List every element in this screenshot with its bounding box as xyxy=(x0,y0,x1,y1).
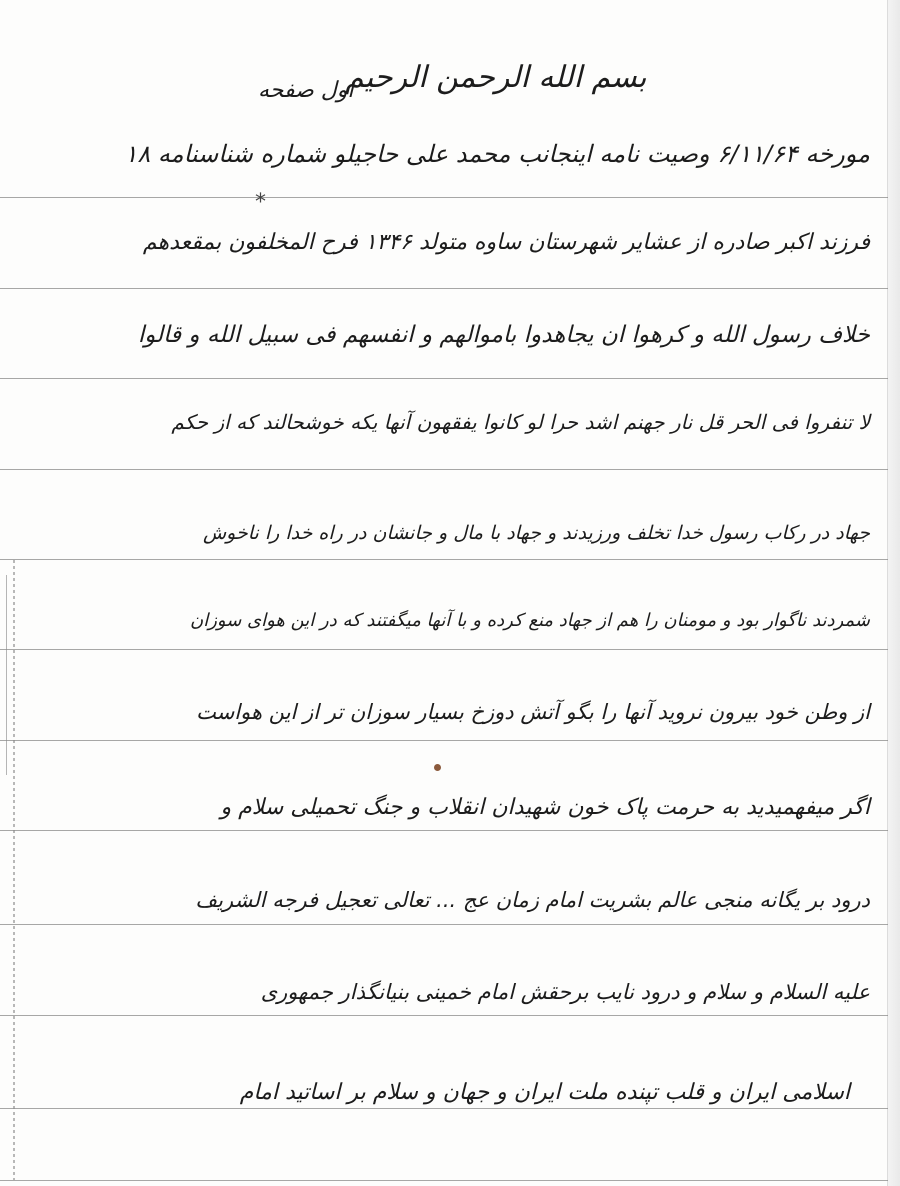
ruled-line xyxy=(0,378,888,379)
ruled-line xyxy=(0,924,888,925)
ruled-line xyxy=(0,1015,888,1016)
margin-line xyxy=(13,560,15,1180)
ruled-line xyxy=(0,288,888,289)
ruled-line xyxy=(0,830,888,831)
text-line: فرزند اکبر صادره از عشایر شهرستان ساوه متولد ۱۳۴۶ فرح المخلفون بمقعدهم xyxy=(142,230,870,255)
text-line: علیه السلام و سلام و درود نایب برحقش امام خمینی بنیانگذار جمهوری xyxy=(260,980,870,1004)
ink-spot xyxy=(434,764,441,771)
text-line: جهاد در رکاب رسول خدا تخلف ورزیدند و جهاد با مال و جانشان در راه خدا را ناخوش xyxy=(202,522,870,544)
basmala-heading: بسم الله الرحمن الرحیم xyxy=(345,60,647,95)
ruled-line xyxy=(0,197,888,198)
text-line: مورخه ۶/۱۱/۶۴ وصیت نامه اینجانب محمد علی حاجیلو شماره شناسنامه ۱۸ xyxy=(124,140,870,168)
ruled-line xyxy=(0,740,888,741)
ruled-line xyxy=(0,1180,888,1181)
text-line: خلاف رسول الله و کرهوا ان یجاهدوا باموالهم و انفسهم فی سبیل الله و قالوا xyxy=(137,322,870,348)
ruled-line xyxy=(0,1108,888,1109)
ruled-line xyxy=(0,469,888,470)
ruled-line xyxy=(0,559,888,560)
text-line: از وطن خود بیرون نروید آنها را بگو آتش دوزخ بسیار سوزان تر از این هواست xyxy=(196,700,870,724)
text-line: اسلامی ایران و قلب تپنده ملت ایران و جهان و سلام بر اساتید امام xyxy=(239,1080,850,1105)
page-label: اول صفحه xyxy=(258,78,354,103)
text-line: شمردند ناگوار بود و مومنان را هم از جهاد منع کرده و با آنها میگفتند که در این هوای سوزان xyxy=(189,610,870,631)
ruled-line xyxy=(0,649,888,650)
text-line: اگر میفهمیدید به حرمت پاک خون شهیدان انقلاب و جنگ تحمیلی سلام و xyxy=(220,795,870,820)
page-edge xyxy=(887,0,900,1186)
text-line: درود بر یگانه منجی عالم بشریت امام زمان عج ... تعالی تعجیل فرجه الشریف xyxy=(195,888,870,912)
margin-line-secondary xyxy=(6,575,7,775)
asterisk-mark: * xyxy=(255,190,266,215)
text-line: لا تنفروا فی الحر قل نار جهنم اشد حرا لو کانوا یفقهون آنها یکه خوشحالند که از حکم xyxy=(171,410,870,434)
